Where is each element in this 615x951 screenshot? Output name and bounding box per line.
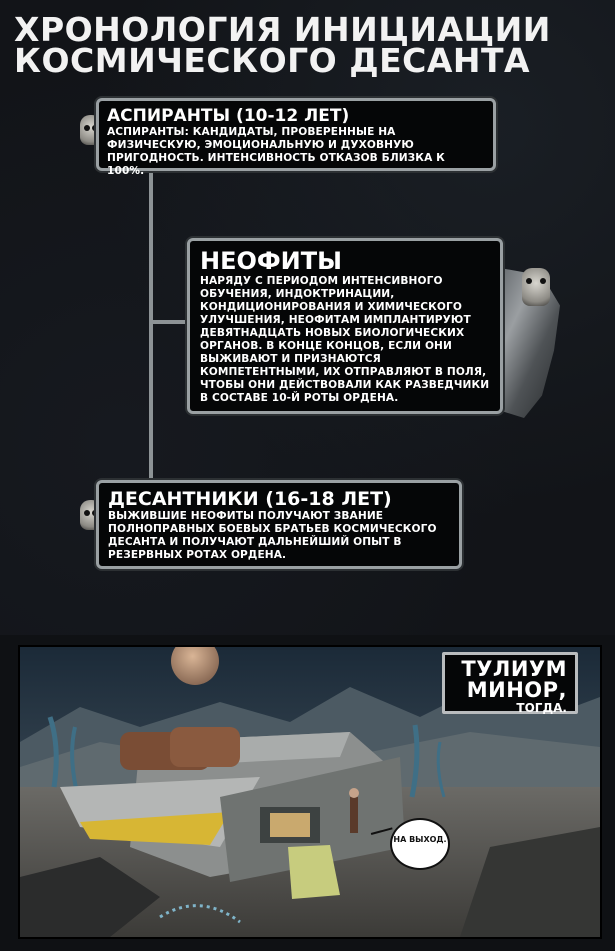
stage-box-aspirants <box>96 98 496 177</box>
timeline-connector-neophytes <box>153 320 189 324</box>
timeline-line <box>149 170 153 486</box>
title-line-1: ХРОНОЛОГИЯ ИНИЦИАЦИИ <box>14 10 551 49</box>
stage-text: ВЫЖИВШИЕ НЕОФИТЫ ПОЛУЧАЮТ ЗВАНИЕ ПОЛНОПРАВНЫХ БОЕВЫХ БРАТЬЕВ КОСМИЧЕСКОГО ДЕСАНТА И ПОЛУЧАЮТ ДАЛЬНЕЙШИЙ ОПЫТ В РЕЗЕРВНЫХ РОТАХ ОРДЕНА. <box>108 510 437 561</box>
skull-ornament-icon <box>522 268 550 306</box>
stage-box-marines <box>96 480 462 569</box>
caption-line-1: ТУЛИУМ <box>461 657 567 681</box>
title-line-2: КОСМИЧЕСКОГО ДЕСАНТА <box>14 41 531 80</box>
stage-heading: АСПИРАНТЫ (10-12 ЛЕТ) <box>107 106 350 126</box>
location-caption <box>442 652 578 714</box>
stage-text: АСПИРАНТЫ: КАНДИДАТЫ, ПРОВЕРЕННЫЕ НА ФИЗИЧЕСКУЮ, ЭМОЦИОНАЛЬНУЮ И ДУХОВНУЮ ПРИГОДНОСТЬ. ИНТЕНСИВНОСТЬ ОТКАЗОВ БЛИЗКА К 100%. <box>107 126 445 177</box>
stage-text: НАРЯДУ С ПЕРИОДОМ ИНТЕНСИВНОГО ОБУЧЕНИЯ, ИНДОКТРИНАЦИИ, КОНДИЦИОНИРОВАНИЯ И ХИМИЧЕСКОГО УЛУЧШЕНИЯ, НЕОФИТАМ ИМПЛАНТИРУЮТ ДЕВЯТНАДЦАТЬ НОВЫХ БИОЛОГИЧЕСКИХ ОРГАНОВ. В КОНЦЕ КОНЦОВ, ЕСЛИ ОНИ ВЫЖИВАЮТ И ПРИЗНАЮТСЯ КОМПЕТЕНТНЫМИ, ИХ ОТПРАВЛЯЮТ В ПОЛЯ, ЧТОБЫ ОНИ ДЕЙСТВОВАЛИ КАК РАЗВЕДЧИКИ В СОСТАВЕ 10-Й РОТЫ ОРДЕНА. <box>200 275 490 404</box>
stage-heading: НЕОФИТЫ <box>200 247 343 275</box>
caption-line-3: ТОГДА. <box>516 701 567 715</box>
caption-line-2: МИНОР, <box>466 678 567 702</box>
speech-bubble: НА ВЫХОД. <box>390 818 450 870</box>
stage-box-neophytes <box>187 238 503 414</box>
page-title <box>14 10 604 80</box>
stage-heading: ДЕСАНТНИКИ (16-18 ЛЕТ) <box>108 488 392 510</box>
